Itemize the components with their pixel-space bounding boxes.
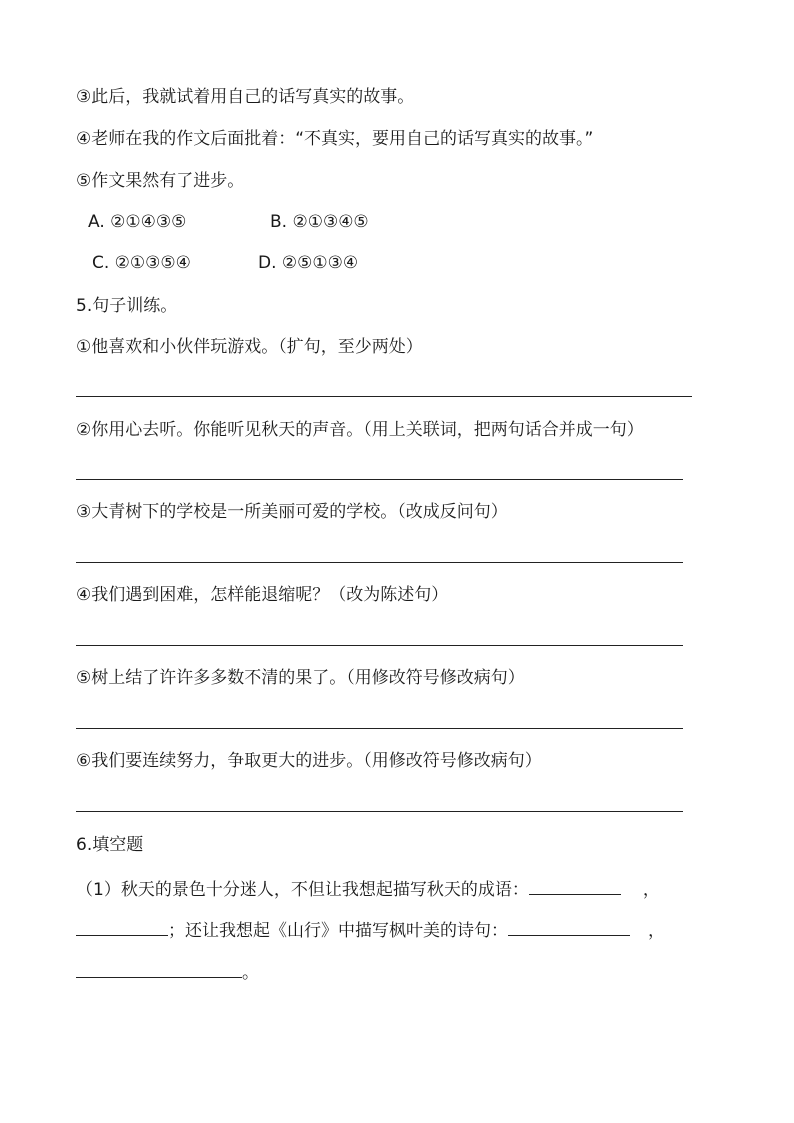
comma: ， bbox=[642, 880, 660, 900]
q5-item-5: ⑤树上结了许许多多数不清的果了。（用修改符号修改病句） bbox=[76, 668, 525, 688]
q5-title: 5.句子训练。 bbox=[76, 296, 178, 316]
option-b: B. ②①③④⑤ bbox=[270, 212, 369, 232]
answer-line-1 bbox=[76, 396, 692, 397]
q5-item-1: ①他喜欢和小伙伴玩游戏。（扩句，至少两处） bbox=[76, 337, 423, 357]
option-c: C. ②①③⑤④ bbox=[92, 253, 191, 273]
blank-idiom[interactable] bbox=[529, 876, 621, 895]
answer-line-2 bbox=[76, 479, 683, 480]
blank-poem-line-1[interactable] bbox=[508, 917, 630, 936]
q6-line-2-text: ；还让我想起《山行》中描写枫叶美的诗句： bbox=[168, 921, 508, 941]
q5-item-6: ⑥我们要连续努力，争取更大的进步。（用修改符号修改病句） bbox=[76, 751, 542, 771]
q4-item-4: ④老师在我的作文后面批着：“不真实，要用自己的话写真实的故事。” bbox=[76, 129, 594, 149]
comma-2: ， bbox=[648, 921, 665, 941]
answer-line-6 bbox=[76, 811, 683, 812]
q6-line-1 bbox=[76, 876, 660, 901]
answer-line-4 bbox=[76, 645, 683, 646]
period: 。 bbox=[242, 963, 259, 983]
q4-item-3: ③此后，我就试着用自己的话写真实的故事。 bbox=[76, 87, 415, 107]
q6-line-2 bbox=[76, 917, 665, 942]
q6-title: 6.填空题 bbox=[76, 835, 144, 855]
q6-line-1-text: （1）秋天的景色十分迷人，不但让我想起描写秋天的成语： bbox=[76, 880, 529, 900]
q5-item-4: ④我们遇到困难，怎样能退缩呢？（改为陈述句） bbox=[76, 585, 449, 605]
blank-idiom-2[interactable] bbox=[76, 917, 168, 936]
option-d: D. ②⑤①③④ bbox=[258, 253, 359, 273]
q6-line-3 bbox=[76, 959, 259, 984]
answer-line-3 bbox=[76, 562, 683, 563]
answer-line-5 bbox=[76, 728, 683, 729]
q4-item-5: ⑤作文果然有了进步。 bbox=[76, 171, 245, 191]
blank-poem-line-2[interactable] bbox=[76, 959, 242, 978]
q5-item-2: ②你用心去听。你能听见秋天的声音。（用上关联词，把两句话合并成一句） bbox=[76, 420, 644, 440]
q5-item-3: ③大青树下的学校是一所美丽可爱的学校。（改成反问句） bbox=[76, 502, 508, 522]
option-a: A. ②①④③⑤ bbox=[88, 212, 187, 232]
